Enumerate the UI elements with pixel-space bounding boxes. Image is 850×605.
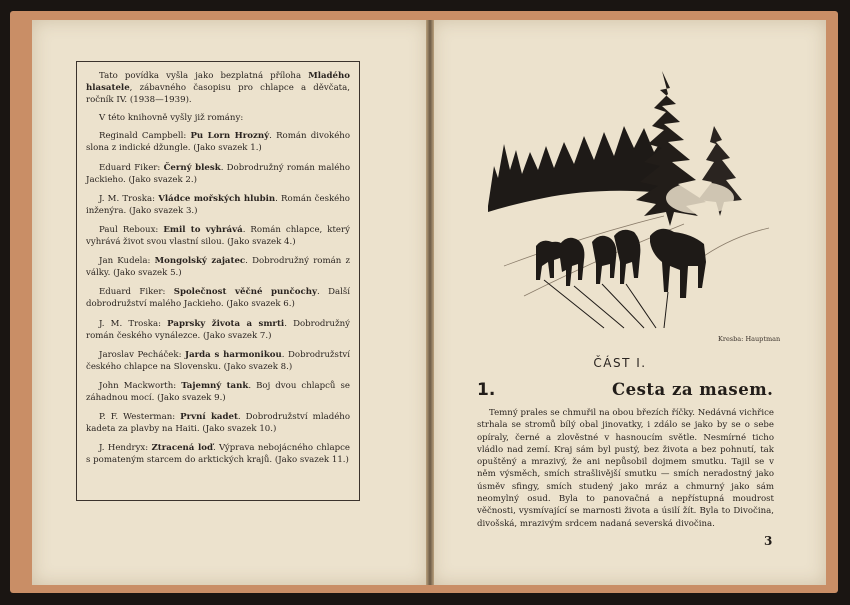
series-notice-box xyxy=(76,61,360,501)
novel-description: . Román chlapce, který vyhrává život svou vlastní silou. (Jako svazek 4.) xyxy=(86,224,350,248)
page-number: 3 xyxy=(764,534,773,548)
novel-description: . Román českého inženýra. (Jako svazek 3.) xyxy=(86,193,350,216)
chapter-number: 1. xyxy=(477,380,496,400)
novel-title: Tajemný tank xyxy=(181,380,249,391)
illustration-credit: Kresba: Hauptman xyxy=(718,335,781,343)
chapter-body xyxy=(477,407,774,530)
novel-author: Paul Reboux: xyxy=(99,224,164,235)
novel-entry xyxy=(86,162,350,186)
novel-author: Eduard Fiker: xyxy=(99,287,174,298)
novel-author: John Mackworth: xyxy=(99,380,182,391)
novel-entry xyxy=(86,130,350,154)
novel-title: Vládce mořských hlubin xyxy=(158,193,276,204)
novel-description: . Dobrodružný román malého Jackieho. (Jako svazek 2.) xyxy=(86,162,350,185)
novel-title: Společnost věčné punčochy xyxy=(173,287,317,298)
part-label: ČÁST I. xyxy=(593,356,647,370)
novel-title: Paprsky života a smrti xyxy=(167,318,285,329)
novel-description: . Dobrodružný román z války. (Jako svazek 5.) xyxy=(86,256,351,279)
book-spine xyxy=(426,20,434,585)
novel-author: J. Hendryx: xyxy=(99,443,152,454)
novel-description: . Dobrodružství mladého kadeta za plavby na Haiti. (Jako svazek 10.) xyxy=(86,412,350,435)
novel-title: Emil to vyhrává xyxy=(163,224,243,235)
novel-entry xyxy=(86,349,350,373)
novel-title: Jarda s harmonikou xyxy=(185,349,282,360)
novel-description: . Boj dvou chlapců se záhadnou mocí. (Jako svazek 9.) xyxy=(86,380,350,403)
novel-entry xyxy=(86,193,350,217)
novel-entry xyxy=(86,411,350,435)
novel-list xyxy=(86,130,350,466)
novel-author: J. M. Troska: xyxy=(99,318,168,329)
novel-entry xyxy=(86,442,350,466)
intro-paragraph: Tato povídka vyšla jako bezplatná příloha Mladého hlasatele, zábavného časopisu pro chlapce a děvčata, ročník IV. (1938—1939). xyxy=(86,71,350,106)
novel-author: Eduard Fiker: xyxy=(99,162,164,173)
novel-entry xyxy=(86,255,350,279)
novel-author: P. F. Westerman: xyxy=(99,412,181,423)
novel-title: Pu Lorn Hrozný xyxy=(190,131,270,142)
novel-description: . Další dobrodružství malého Jackieho. (Jako svazek 6.) xyxy=(86,287,350,310)
novel-author: Reginald Campbell: xyxy=(99,131,191,142)
series-heading: V této knihovně vyšly již romány: xyxy=(99,113,244,124)
novel-title: Mongolský zajatec xyxy=(154,256,246,267)
novel-description: . Román divokého slona z indické džungle. (Jako svazek 1.) xyxy=(86,131,350,154)
chapter-paragraph: Temný prales se chmuřil na obou březích říčky. Nedávná vichřice strhala se stromů bílý obal jinovatky, i zdálo se jako by se o sebe opíraly, černé a zlověstné v hasnoucím světle. Nesmírné ticho vládlo nad zemí. Kraj sám byl pustý, bez života a bez pohnutí, tak opuštěný a mrazivý, že ani nepůsobil dojmem smutku. Tajil se v něm výsměch, smích strašlivější smutku — smích neradostný jako úsměv sfingy, smích studený jako mráz a chmurný jako sám neomylný osud. Byla to panovačná a nepřístupná moudrost věčnosti, vysmívající se marnosti života a úsilí žít. Byla to Divočina, divošská, mrazivým srdcem nadaná severská divočina. xyxy=(477,408,774,529)
novel-title: První kadet xyxy=(180,412,238,423)
novel-title: Černý blesk xyxy=(163,162,221,173)
novel-entry xyxy=(86,318,350,342)
novel-description: . Dobrodružství českého chlapce na Slovensku. (Jako svazek 8.) xyxy=(86,349,351,372)
novel-author: Jan Kudela: xyxy=(99,256,155,267)
novel-description: . Výprava nebojácného chlapce s pomateným starcem do arktických krajů. (Jako svazek 11.) xyxy=(86,443,351,466)
novel-author: J. M. Troska: xyxy=(99,193,159,204)
sled-dogs-illustration xyxy=(484,66,776,334)
chapter-title: Cesta za masem. xyxy=(612,380,774,399)
novel-title: Ztracená loď xyxy=(151,443,213,454)
novel-author: Jaroslav Pecháček: xyxy=(99,349,185,360)
novel-entry xyxy=(86,224,350,248)
novel-description: . Dobrodružný román českého vynálezce. (Jako svazek 7.) xyxy=(86,318,350,341)
novel-entry xyxy=(86,380,350,404)
novel-entry xyxy=(86,286,350,310)
